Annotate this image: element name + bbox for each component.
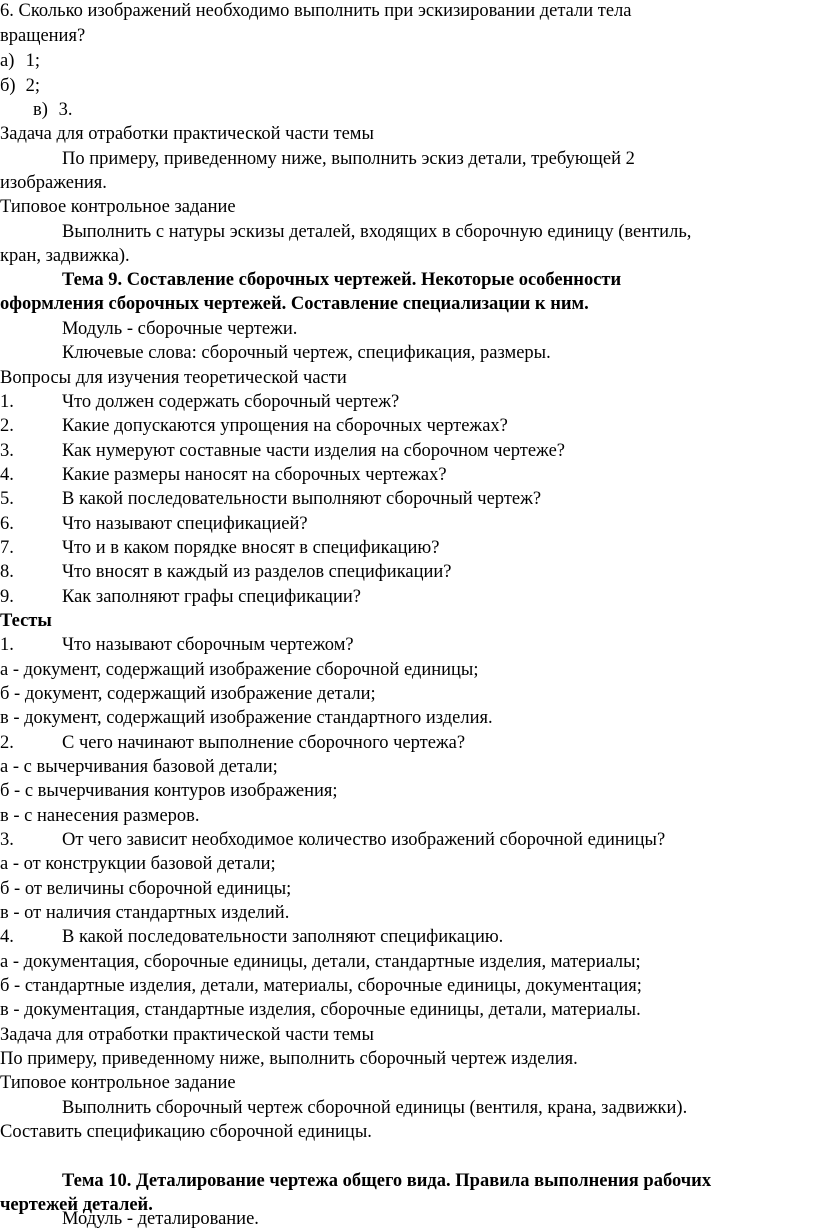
q6-option-a [0,50,40,72]
q6-option-b-text: 2; [25,76,41,96]
topic9-control-heading: Типовое контрольное задание [0,1073,236,1093]
question-item [0,537,439,559]
question-text: Что должен содержать сборочный чертеж? [62,392,400,412]
topic9-title-line1: Тема 9. Составление сборочных чертежей. Некоторые особенности [62,270,622,290]
question-text: Как нумеруют составные части изделия на сборочном чертеже? [62,441,566,461]
test-option: в - документация, стандартные изделия, сборочные единицы, детали, материалы. [0,1000,641,1020]
question-number: 9. [0,587,14,607]
task8-control-line2: кран, задвижка). [0,246,130,266]
topic9-control-line2: Составить спецификацию сборочной единицы. [0,1122,372,1142]
task8-line1: По примеру, приведенному ниже, выполнить эскиз детали, требующей 2 [62,149,635,169]
task8-control-line1: Выполнить с натуры эскизы деталей, входящих в сборочную единицу (вентиль, [62,222,692,242]
q6-line1: 6. Сколько изображений необходимо выполнить при эскизировании детали тела [0,1,632,21]
question-text: В какой последовательности выполняют сборочный чертеж? [62,489,542,509]
q6-line2: вращения? [0,26,86,46]
test-question [0,634,354,656]
topic9-keywords: Ключевые слова: сборочный чертеж, спецификация, размеры. [62,343,551,363]
q6-option-a-text: 1; [25,51,41,71]
question-number: 1. [0,392,14,412]
question-text: Как заполняют графы спецификации? [62,587,361,607]
test-number: 3. [0,830,14,850]
question-item [0,440,565,462]
topic9-control-line1: Выполнить сборочный чертеж сборочной единицы (вентиля, крана, задвижки). [62,1098,688,1118]
q6-option-a-label: а) [0,51,15,71]
test-question [0,829,665,851]
topic9-task-line: По примеру, приведенному ниже, выполнить сборочный чертеж изделия. [0,1049,578,1069]
question-number: 7. [0,538,14,558]
question-item [0,488,541,510]
test-question [0,926,503,948]
question-text: Что вносят в каждый из разделов спецификации? [62,562,452,582]
question-item [0,464,447,486]
test-text: Что называют сборочным чертежом? [62,635,354,655]
topic10-module: Модуль - деталирование. [62,1209,259,1229]
test-text: От чего зависит необходимое количество изображений сборочной единицы? [62,830,666,850]
test-number: 1. [0,635,14,655]
question-text: Что называют спецификацией? [62,514,308,534]
question-text: Какие допускаются упрощения на сборочных чертежах? [62,416,508,436]
topic9-module: Модуль - сборочные чертежи. [62,319,298,339]
question-number: 8. [0,562,14,582]
question-text: Какие размеры наносят на сборочных чертежах? [62,465,447,485]
task8-control-heading: Типовое контрольное задание [0,197,236,217]
question-item [0,391,399,413]
question-item [0,513,308,535]
q6-option-b [0,75,40,97]
test-option: б - с вычерчивания контуров изображения; [0,781,338,801]
test-option: в - документ, содержащий изображение стандартного изделия. [0,708,493,728]
question-number: 4. [0,465,14,485]
test-option: б - стандартные изделия, детали, материалы, сборочные единицы, документация; [0,976,642,996]
task8-line2: изображения. [0,173,107,193]
test-option: а - документ, содержащий изображение сборочной единицы; [0,660,479,680]
question-text: Что и в каком порядке вносят в спецификацию? [62,538,440,558]
task8-heading: Задача для отработки практической части темы [0,124,374,144]
test-question [0,732,465,754]
question-number: 6. [0,514,14,534]
question-number: 2. [0,416,14,436]
question-item [0,561,452,583]
topic9-questions-heading: Вопросы для изучения теоретической части [0,368,347,388]
test-option: а - с вычерчивания базовой детали; [0,757,278,777]
topic10-title-line1: Тема 10. Деталирование чертежа общего вида. Правила выполнения рабочих [62,1171,712,1191]
test-option: б - документ, содержащий изображение детали; [0,684,376,704]
question-number: 3. [0,441,14,461]
question-number: 5. [0,489,14,509]
q6-option-b-label: б) [0,76,16,96]
test-option: а - документация, сборочные единицы, детали, стандартные изделия, материалы; [0,952,641,972]
test-text: С чего начинают выполнение сборочного чертежа? [62,733,466,753]
q6-option-c-text: 3. [58,100,73,120]
test-number: 2. [0,733,14,753]
topic10-title-line2: чертежей деталей. [0,1195,153,1215]
test-number: 4. [0,927,14,947]
test-text: В какой последовательности заполняют спецификацию. [62,927,504,947]
topic9-task-heading: Задача для отработки практической части темы [0,1025,374,1045]
q6-option-c-label: в) [33,100,48,120]
topic9-title-line2: оформления сборочных чертежей. Составление специализации к ним. [0,294,589,314]
test-option: б - от величины сборочной единицы; [0,879,292,899]
tests-heading: Тесты [0,611,52,631]
test-option: в - с нанесения размеров. [0,806,200,826]
question-item [0,415,508,437]
test-option: в - от наличия стандартных изделий. [0,903,290,923]
test-option: а - от конструкции базовой детали; [0,854,276,874]
q6-option-c [33,99,73,121]
question-item [0,586,361,608]
